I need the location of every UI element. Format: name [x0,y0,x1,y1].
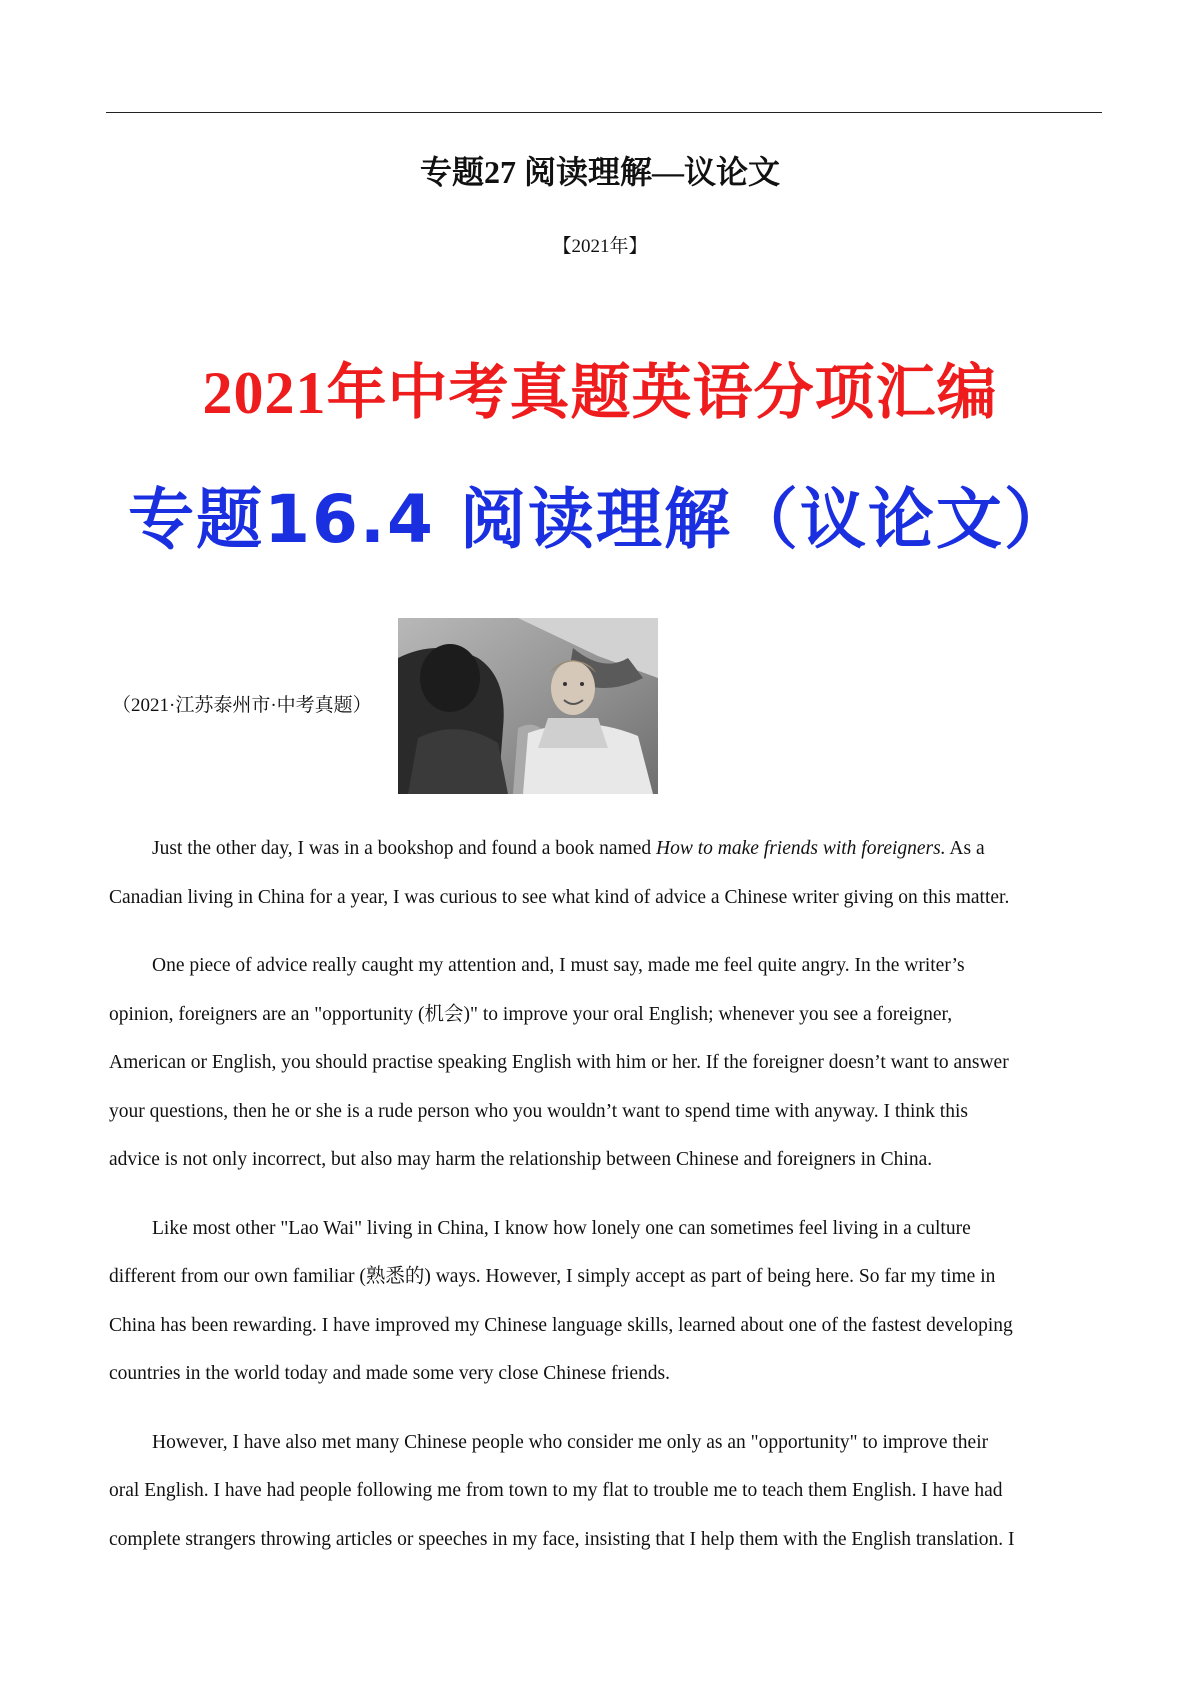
page-title: 专题27 阅读理解—议论文 [419,154,780,190]
paragraph-line: Canadian living in China for a year, I was curious to see what kind of advice a Chinese writer giving on this matter. [109,886,1010,908]
text-run: Just the other day, I was in a bookshop and found a book named [152,838,657,859]
paragraph-4 [109,1419,1099,1565]
paragraph-line: One piece of advice really caught my attention and, I must say, made me feel quite angry. In the writer’s [152,955,965,976]
paragraph-2 [109,942,1099,1185]
paragraph-line: However, I have also met many Chinese people who consider me only as an "opportunity" to improve their [152,1431,989,1453]
paragraph-line: American or English, you should practise speaking English with him or her. If the foreigner doesn’t want to answer [109,1052,1009,1073]
paragraph-3 [109,1205,1099,1399]
article-photo [398,618,658,794]
paragraph-line: opinion, foreigners are an "opportunity (机会)" to improve your oral English; whenever you see a foreigner, [109,1003,953,1025]
paragraph-1 [109,825,1099,922]
paragraph-line: complete strangers throwing articles or speeches in my face, insisting that I help them with the English translation. I [109,1528,1015,1550]
paragraph-line: advice is not only incorrect, but also may harm the relationship between Chinese and foreigners in China. [109,1149,933,1170]
banner-red-title: 2021年中考真题英语分项汇编 [202,360,998,426]
paragraph-line: countries in the world today and made some very close Chinese friends. [109,1363,671,1384]
year-tag: 【2021年】 [552,236,648,257]
article-body [109,825,1099,1584]
banner-blue-title: 专题16.4 阅读理解（议论文） [128,481,1072,558]
source-label: （2021·江苏泰州市·中考真题） [112,695,372,716]
photo-illustration [398,618,658,794]
top-rule [106,112,1102,113]
paragraph-line: your questions, then he or she is a rude person who you wouldn’t want to spend time with anyway. I think this [109,1100,968,1122]
paragraph-line: oral English. I have had people following me from town to my flat to trouble me to teach them English. I have had [109,1480,1003,1501]
paragraph-line: different from our own familiar (熟悉的) ways. However, I simply accept as part of being here. So far my time in [109,1266,996,1287]
paragraph-line: Like most other "Lao Wai" living in China, I know how lonely one can sometimes feel living in a culture [152,1217,971,1239]
paragraph-line: China has been rewarding. I have improved my Chinese language skills, learned about one of the fastest developing [109,1314,1013,1336]
text-run: As a [945,838,985,859]
paragraph-line [109,825,1099,874]
book-title: How to make friends with foreigners. [656,838,946,859]
